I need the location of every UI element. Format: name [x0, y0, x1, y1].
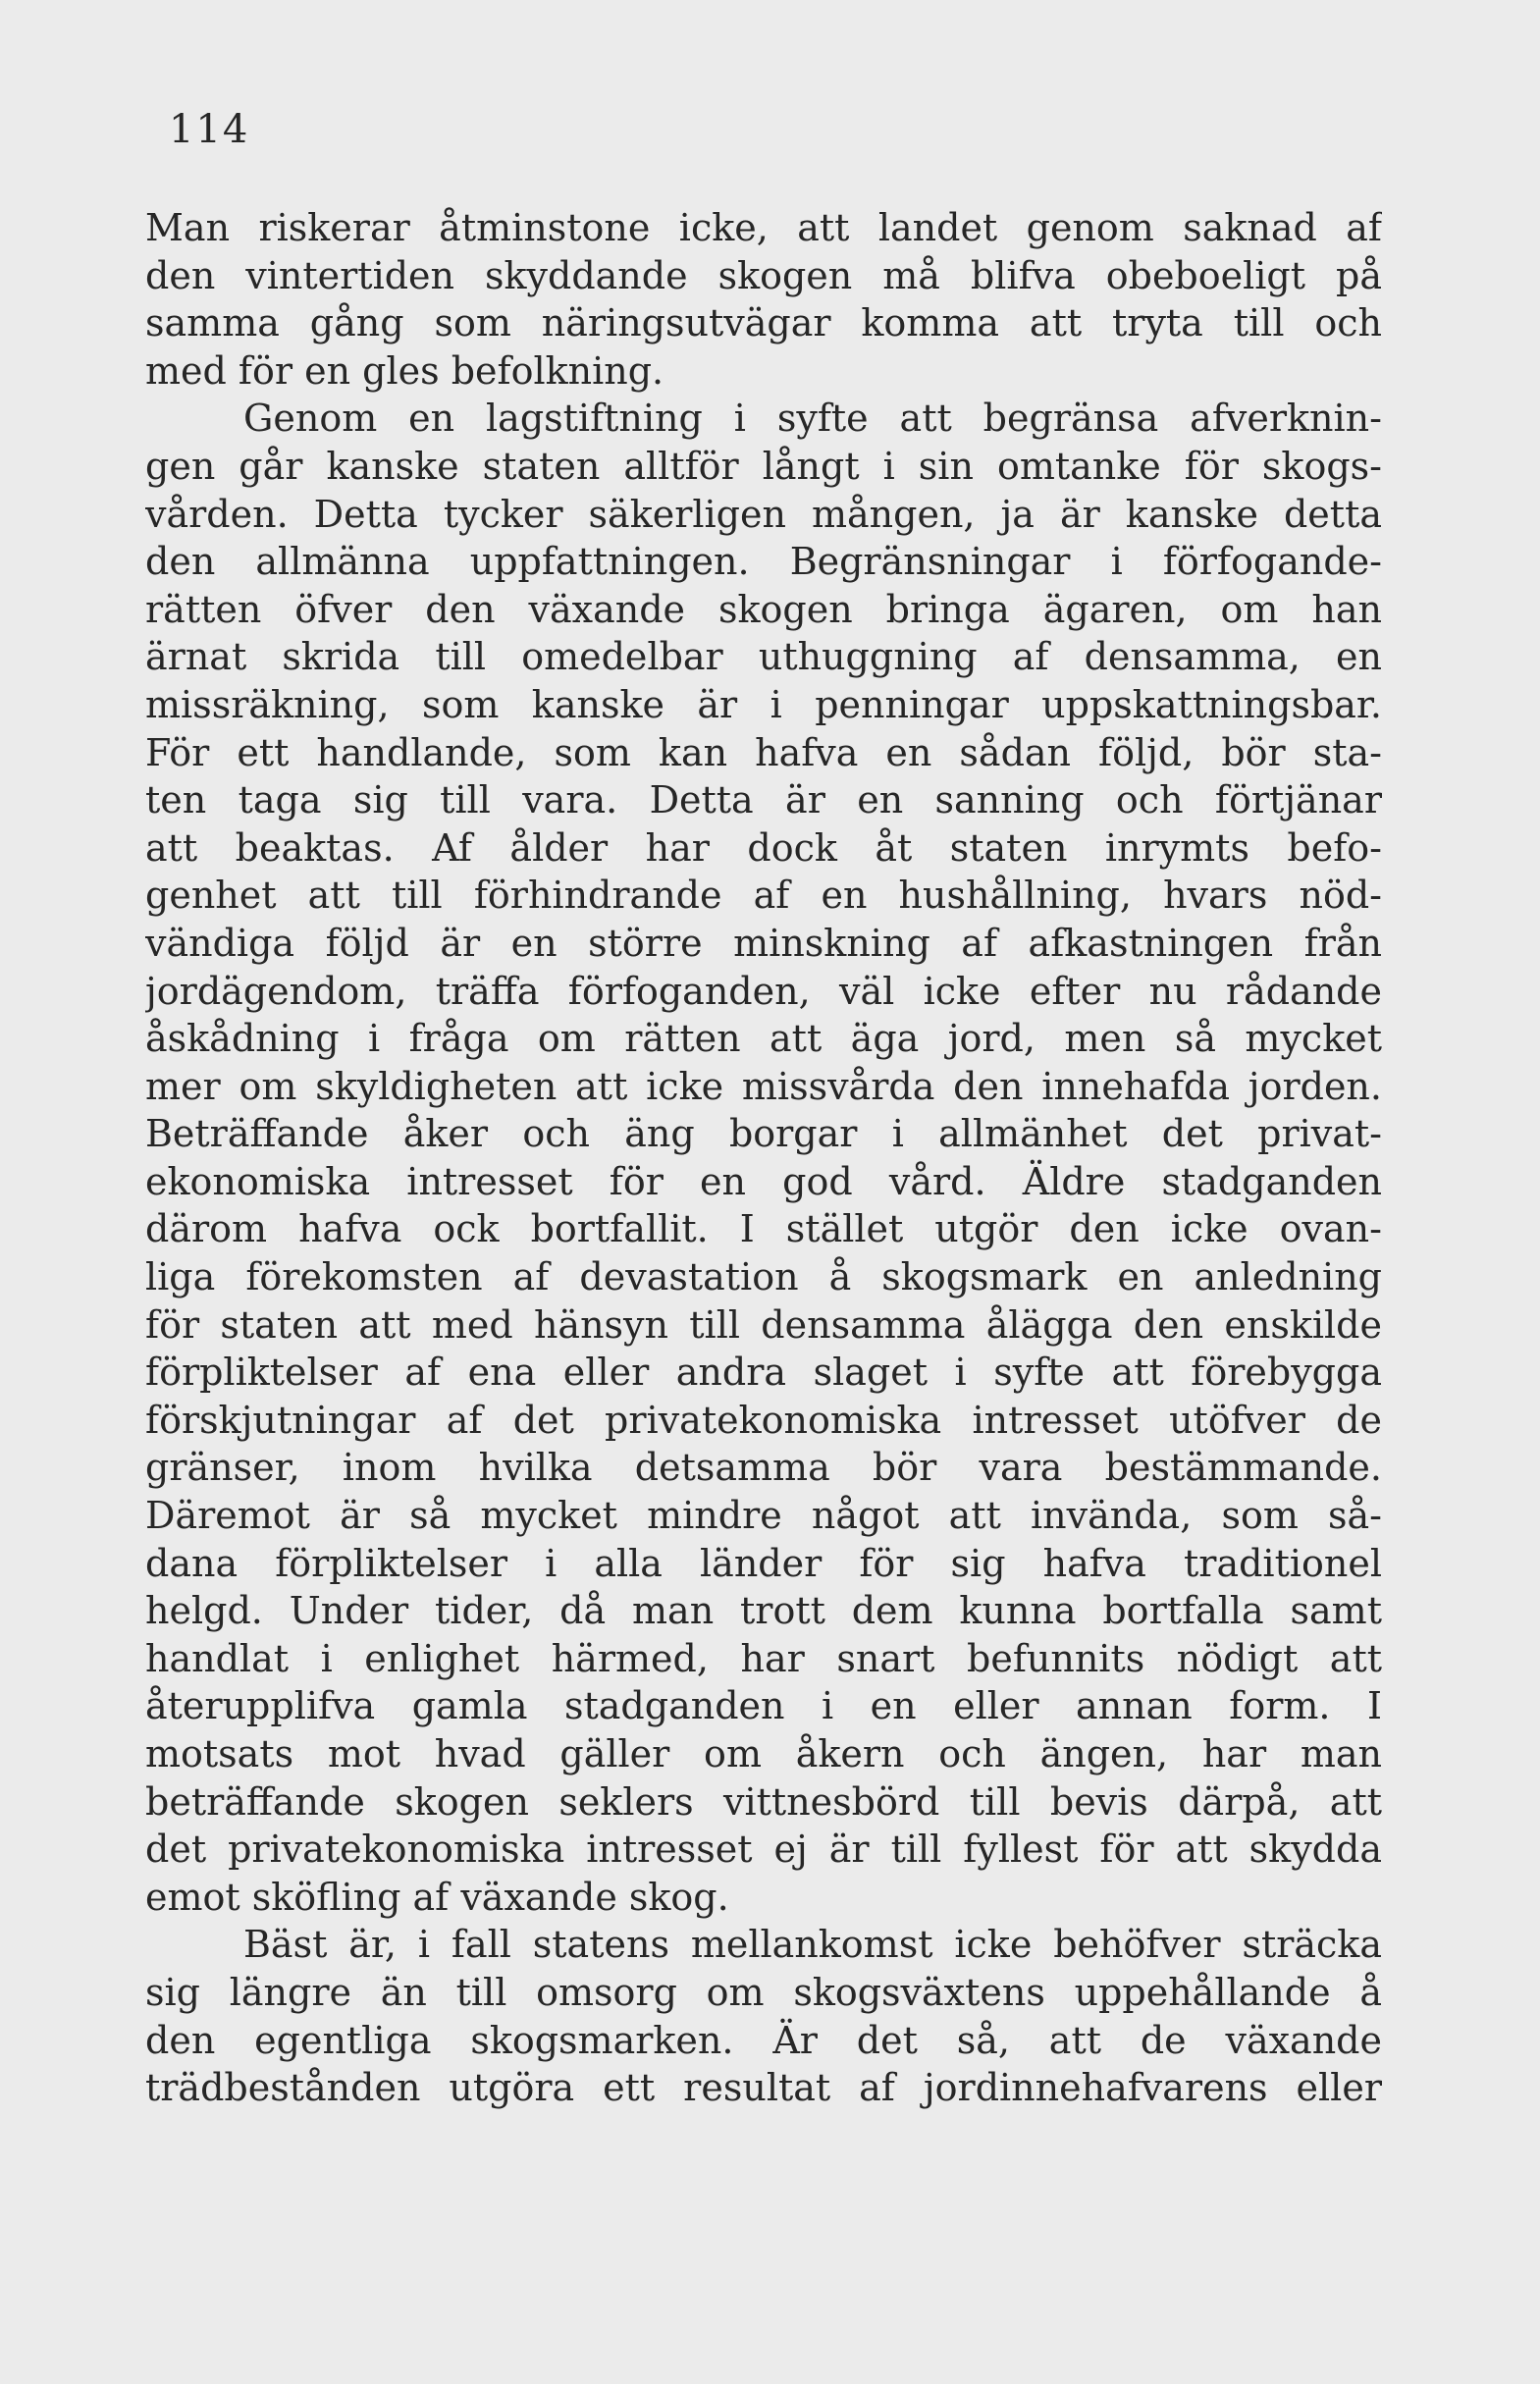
- text-line: Beträffande åker och äng borgar i allmänhet det privat-: [145, 1112, 1382, 1156]
- text-line: rätten öfver den växande skogen bringa ägaren, om han: [145, 587, 1382, 631]
- text-line: det privatekonomiska intresset ej är till fyllest för att skydda: [145, 1828, 1382, 1872]
- text-line: den vintertiden skyddande skogen må blifva obeboeligt på: [145, 253, 1382, 297]
- text-line: Bäst är, i fall statens mellankomst icke behöfver sträcka: [243, 1923, 1382, 1967]
- text-line: För ett handlande, som kan hafva en sådan följd, bör sta-: [145, 730, 1382, 774]
- text-line: dana förpliktelser i alla länder för sig hafva traditionel: [145, 1541, 1382, 1585]
- text-line: gränser, inom hvilka detsamma bör vara bestämmande.: [145, 1446, 1382, 1490]
- text-line: handlat i enlighet härmed, har snart befunnits nödigt att: [145, 1636, 1382, 1680]
- text-line: för staten att med hänsyn till densamma ålägga den enskilde: [145, 1302, 1382, 1347]
- text-line: emot sköfling af växande skog.: [145, 1875, 729, 1919]
- text-line: mer om skyldigheten att icke missvårda den innehafda jorden.: [145, 1064, 1382, 1108]
- text-line: återupplifva gamla stadganden i en eller annan form. I: [145, 1684, 1382, 1728]
- text-line: beträffande skogen seklers vittnesbörd till bevis därpå, att: [145, 1779, 1382, 1824]
- text-line: jordägendom, träffa förfoganden, väl icke efter nu rådande: [145, 969, 1382, 1013]
- text-line: Däremot är så mycket mindre något att invända, som så-: [145, 1494, 1382, 1538]
- text-line: samma gång som näringsutvägar komma att tryta till och: [145, 301, 1382, 345]
- text-line: Man riskerar åtminstone icke, att landet genom saknad af: [145, 206, 1382, 249]
- text-line: liga förekomsten af devastation å skogsmark en anledning: [145, 1255, 1382, 1299]
- text-line: förskjutningar af det privatekonomiska intresset utöfver de: [145, 1398, 1382, 1442]
- text-line: med för en gles befolkning.: [145, 348, 664, 393]
- text-line: vändiga följd är en större minskning af afkastningen från: [145, 921, 1382, 965]
- text-line: ten taga sig till vara. Detta är en sanning och förtjänar: [145, 778, 1382, 822]
- text-line: förpliktelser af ena eller andra slaget i syfte att förebygga: [145, 1351, 1382, 1395]
- text-line: sig längre än till omsorg om skogsväxtens uppehållande å: [145, 1970, 1382, 2014]
- body-text: [145, 204, 1382, 2112]
- text-line: att beaktas. Af ålder har dock åt staten inrymts befo-: [145, 825, 1382, 870]
- text-line: därom hafva ock bortfallit. I stället utgör den icke ovan-: [145, 1207, 1382, 1251]
- text-line: Genom en lagstiftning i syfte att begränsa afverknin-: [243, 397, 1382, 441]
- text-line: trädbestånden utgöra ett resultat af jordinnehafvarens eller: [145, 2066, 1382, 2110]
- text-line: vården. Detta tycker säkerligen mången, ja är kanske detta: [145, 492, 1382, 536]
- text-line: genhet att till förhindrande af en hushållning, hvars nöd-: [145, 874, 1382, 918]
- text-line: ekonomiska intresset för en god vård. Äldre stadganden: [145, 1159, 1382, 1203]
- page-number: 114: [169, 107, 250, 152]
- text-line: ärnat skrida till omedelbar uthuggning af densamma, en: [145, 635, 1382, 679]
- text-line: motsats mot hvad gäller om åkern och ängen, har man: [145, 1732, 1382, 1775]
- text-line: åskådning i fråga om rätten att äga jord, men så mycket: [145, 1017, 1382, 1061]
- text-line: gen går kanske staten alltför långt i sin omtanke för skogs-: [145, 444, 1382, 488]
- text-line: helgd. Under tider, då man trott dem kunna bortfalla samt: [145, 1589, 1382, 1633]
- text-line: den egentliga skogsmarken. Är det så, att de växande: [145, 2018, 1382, 2062]
- text-line: den allmänna uppfattningen. Begränsningar i förfogande-: [145, 540, 1382, 584]
- text-line: missräkning, som kanske är i penningar uppskattningsbar.: [145, 682, 1382, 726]
